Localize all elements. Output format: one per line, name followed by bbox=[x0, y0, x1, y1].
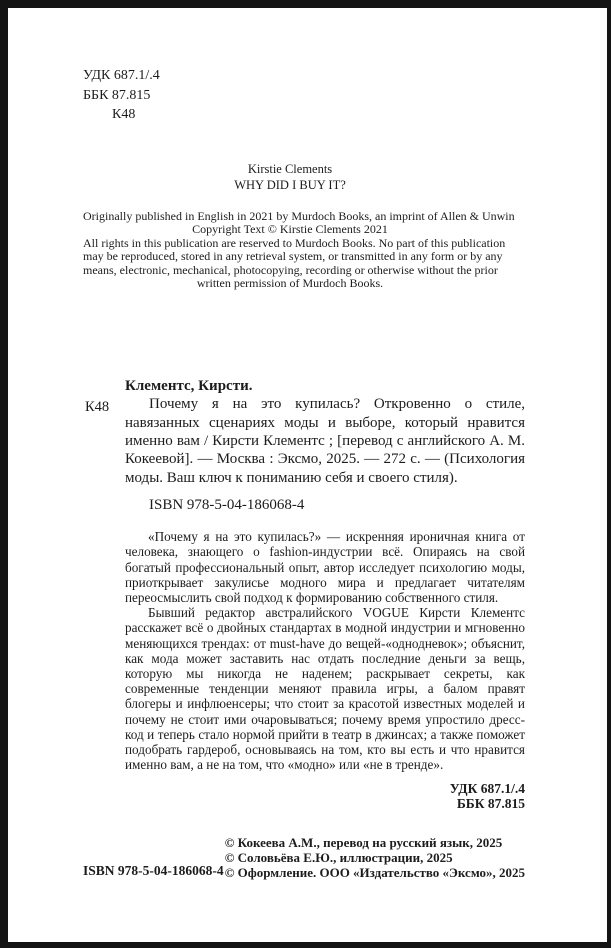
catalog-card-author: Клементс, Кирсти. bbox=[125, 378, 253, 395]
bbk-code-bottom: ББК 87.815 bbox=[456, 795, 525, 811]
catalog-card bbox=[85, 377, 525, 514]
english-copyright-line: All rights in this publication are reserved to Murdoch Books. No part of this publication bbox=[83, 235, 506, 250]
bbk-code-top: ББК 87.815 bbox=[83, 87, 151, 103]
original-title-block bbox=[83, 161, 497, 194]
bottom-classification-block bbox=[83, 782, 525, 811]
top-classification-block bbox=[83, 66, 525, 125]
udk-code-bottom: УДК 687.1/.4 bbox=[449, 781, 525, 797]
annotation-paragraph-1: «Почему я на это купилась?» — искренняя ироничная книга от человека, знающего о fashion-индустрии всё. Опираясь на свой богатый профессиональный опыт, автор исследует психологию моды, приоткрывает закулисье модного мира и предлагает читателям переосмыслить свой подход к формированию собственного стиля. bbox=[125, 529, 525, 605]
credit-line-design: © Оформление. ООО «Издательство «Эксмо», 2025 bbox=[224, 865, 525, 881]
credit-line-illustrations: © Соловьёва Е.Ю., иллюстрации, 2025 bbox=[224, 850, 453, 866]
english-copyright-block bbox=[83, 208, 515, 292]
english-copyright-line: Copyright Text © Kirstie Clements 2021 bbox=[192, 222, 388, 237]
annotation-paragraph-2: Бывший редактор австралийского VOGUE Кирсти Клементс расскажет всё о двойных стандартах в модной индустрии и мгновенно меняющихся трендах: от must-have до вещей-«однодневок»; объяснит, как мода может заставить нас отдать последние деньги за вещь, которую мы никогда не наденем; раскрывает секреты, как современные тенденции меняют правила игры, а балом правят блогеры и инфлюенсеры; что стоит за красотой известных моделей и почему не стоит ими очаровываться; почему время упростило дресс-код и теперь стало нормой прийти в театр в джинсах; а также поможет подобрать гардероб, основываясь на том, кто вы есть и что нравится именно вам, а не на том, что «модно» или «не в тренде». bbox=[125, 605, 525, 773]
udk-code-top: УДК 687.1/.4 bbox=[83, 68, 160, 83]
copyright-credits bbox=[225, 835, 525, 880]
english-copyright-line: Originally published in English in 2021 by Murdoch Books, an imprint of Allen & Unwin bbox=[83, 208, 515, 223]
english-copyright-line: written permission of Murdoch Books. bbox=[196, 276, 384, 291]
english-copyright-line: means, electronic, mechanical, photocopying, recording or otherwise without the prior bbox=[83, 262, 498, 277]
page-content bbox=[8, 8, 607, 880]
catalog-card-code: К48 bbox=[85, 399, 110, 416]
credit-line-translation: © Кокеева А.М., перевод на русский язык, 2025 bbox=[224, 835, 503, 851]
annotation-block bbox=[125, 529, 525, 772]
original-title: WHY DID I BUY IT? bbox=[234, 178, 346, 192]
bottom-row bbox=[83, 835, 525, 880]
original-author: Kirstie Clements bbox=[247, 161, 333, 176]
author-code-top: К48 bbox=[112, 107, 136, 122]
english-copyright-line: may be reproduced, stored in any retrieval system, or transmitted in any form or by any bbox=[83, 249, 503, 264]
isbn-bottom: ISBN 978-5-04-186068-4 bbox=[83, 863, 224, 879]
isbn-top: ISBN 978-5-04-186068-4 bbox=[149, 496, 305, 513]
catalog-card-description: Почему я на это купилась? Откровенно о стиле, навязанных сценариях моды и выборе, который нравится именно вам / Кирсти Клементс ; [перевод с английского А. М. Кокеевой]. — Москва : Эксмо, 2025. — 272 с. — (Психология моды. Ваш ключ к пониманию себя и своего стиля). bbox=[125, 396, 525, 486]
